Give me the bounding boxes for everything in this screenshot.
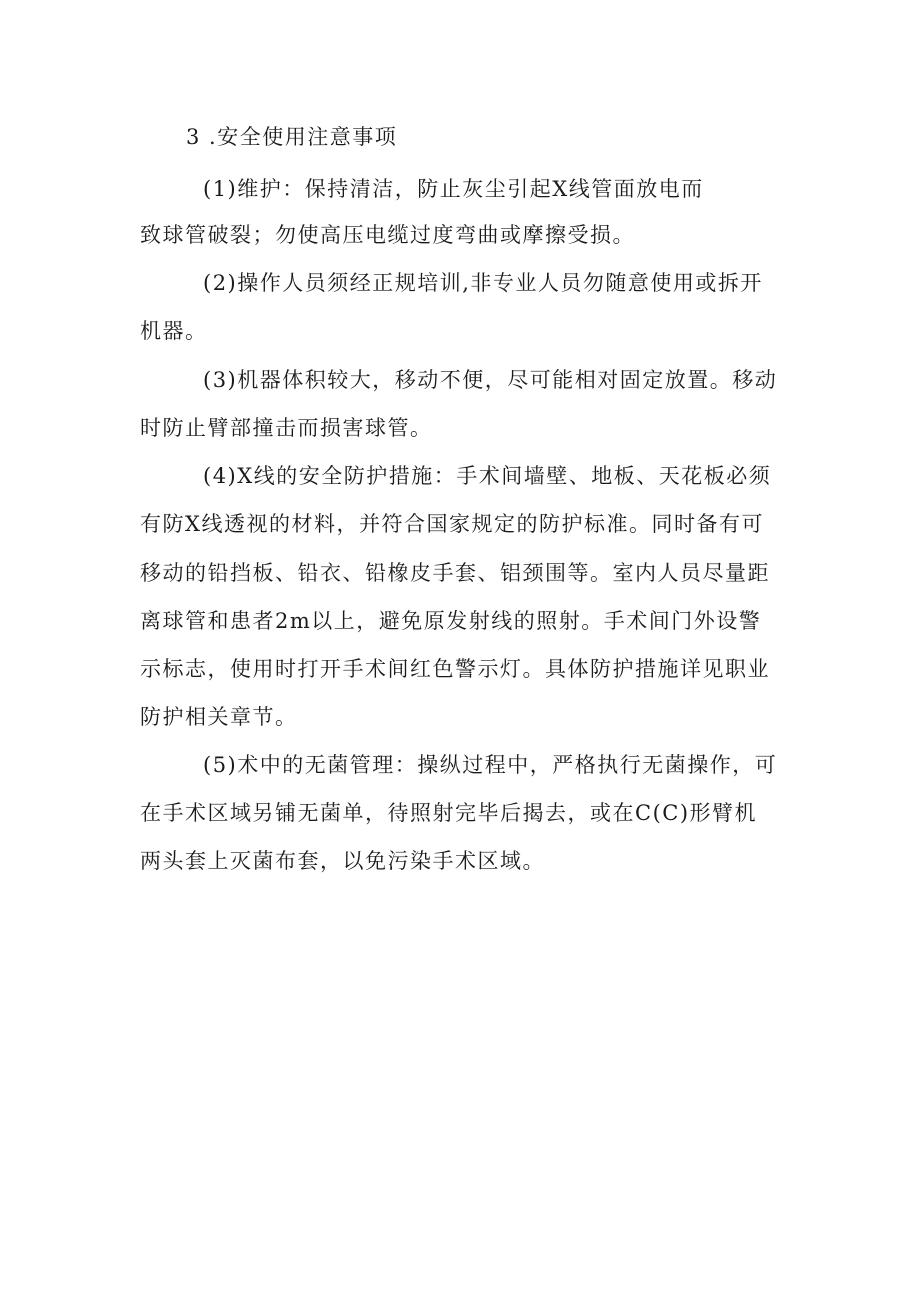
paragraph-1-line-1: (1)维护：保持清洁，防止灰尘引起X线管面放电而 — [203, 177, 704, 201]
paragraph-5-line-2: 在手术区域另铺无菌单，待照射完毕后揭去，或在C(C)形臂机 — [140, 801, 758, 825]
paragraph-3-line-1: (3)机器体积较大，移动不便，尽可能相对固定放置。移动 — [203, 368, 778, 392]
paragraph-4-line-3: 移动的铅挡板、铅衣、铅橡皮手套、铝颈围等。室内人员尽量距 — [140, 561, 770, 585]
paragraph-4-line-6: 防护相关章节。 — [140, 705, 298, 729]
paragraph-4-line-1: (4)X线的安全防护措施：手术间墙壁、地板、天花板必须 — [203, 464, 772, 488]
paragraph-5-line-1: (5)术中的无菌管理：操纵过程中，严格执行无菌操作，可 — [203, 753, 778, 777]
paragraph-5-line-3: 两头套上灭菌布套，以免污染手术区域。 — [140, 849, 545, 873]
section-heading: 3 .安全使用注意事项 — [186, 125, 398, 149]
paragraph-4-line-2: 有防X线透视的材料，并符合国家规定的防护标准。同时备有可 — [140, 512, 764, 536]
paragraph-1-line-2: 致球管破裂；勿使高压电缆过度弯曲或摩擦受损。 — [140, 223, 635, 247]
paragraph-4-line-5: 示标志，使用时打开手术间红色警示灯。具体防护措施详见职业 — [140, 657, 770, 681]
paragraph-3-line-2: 时防止臂部撞击而损害球管。 — [140, 416, 433, 440]
paragraph-4-line-4: 离球管和患者2m以上，避免原发射线的照射。手术间门外设警 — [140, 609, 762, 633]
paragraph-2-line-2: 机器。 — [140, 319, 208, 343]
paragraph-2-line-1: (2)操作人员须经正规培训,非专业人员勿随意使用或拆开 — [203, 271, 763, 295]
